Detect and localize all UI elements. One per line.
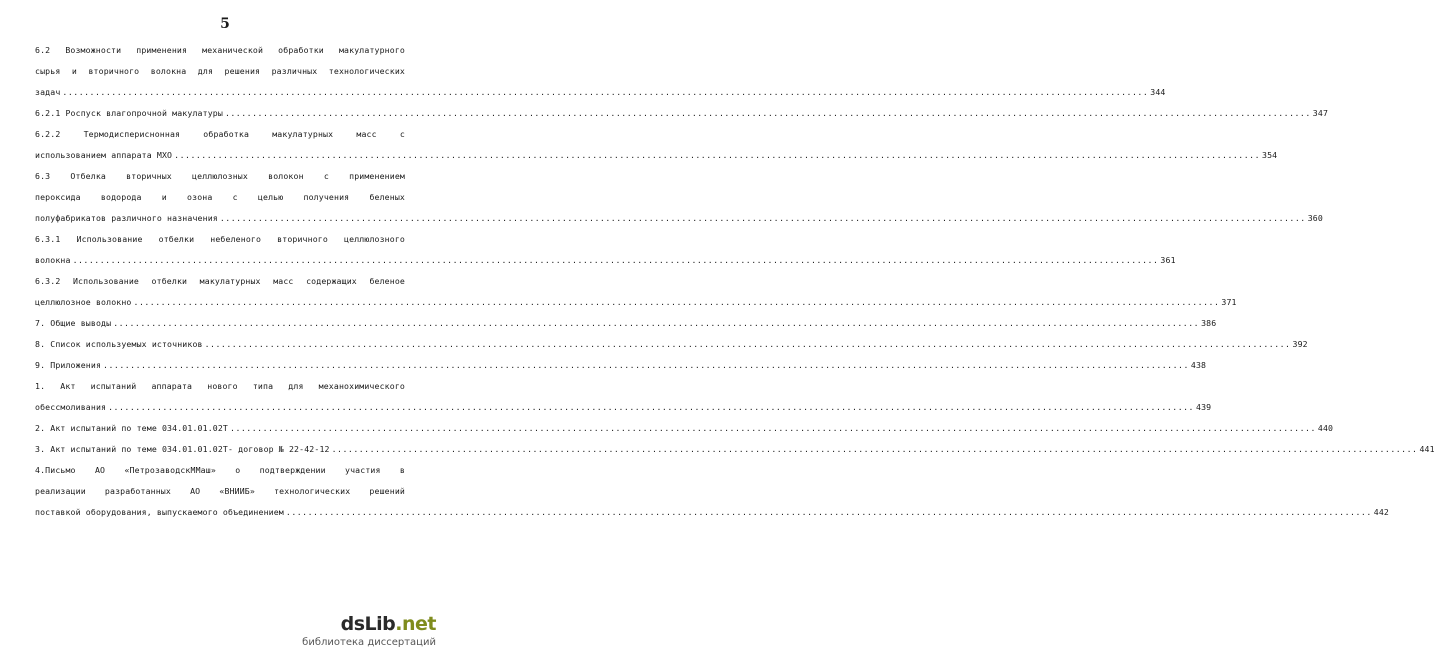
- toc-entry: [35, 40, 1166, 103]
- toc-leader-dots: ........................................................................................................................................................................................................: [224, 108, 1311, 118]
- toc-entry-last-line: [35, 418, 1334, 439]
- toc-entry-last-line: [35, 208, 1323, 229]
- toc-entry: [35, 460, 1389, 523]
- toc-entry-last-line: [35, 250, 1176, 271]
- toc-page-number: 347: [1312, 108, 1329, 118]
- toc-entry-text: использованием аппарата МХО: [35, 150, 173, 160]
- toc-entry-text: 8. Список используемых источников: [35, 339, 203, 349]
- toc-page-number: 361: [1160, 255, 1176, 265]
- toc-entry-last-line: [35, 145, 1278, 166]
- toc-entry-line: 4.Письмо АО «ПетрозаводскММаш» о подтверждении участия в: [35, 465, 405, 475]
- toc-entry-line: пероксида водорода и озона с целью получения беленых: [35, 192, 405, 202]
- toc-page-number: 386: [1201, 318, 1217, 328]
- toc-entry: [35, 166, 1323, 229]
- toc-entry-text: обессмоливания: [35, 402, 107, 412]
- toc-entry: [35, 439, 1435, 460]
- toc-entry-last-line: [35, 334, 1308, 355]
- toc-entry-last-line: [35, 103, 1329, 124]
- toc-entry: [35, 418, 1334, 439]
- toc-entry-last-line: [35, 355, 1207, 376]
- toc-leader-dots: ........................................................................................................................................................................................................: [72, 255, 1159, 265]
- toc-leader-dots: ........................................................................................................................................................................................................: [219, 213, 1306, 223]
- toc-page-number: 354: [1262, 150, 1278, 160]
- toc-page-number: 344: [1150, 87, 1166, 97]
- toc-entry: [35, 334, 1308, 355]
- toc-entry-text: 2. Акт испытаний по теме 034.01.01.02Т: [35, 423, 229, 433]
- toc-entry-last-line: [35, 439, 1435, 460]
- toc-entry-last-line: [35, 292, 1237, 313]
- toc-entry: [35, 103, 1329, 124]
- toc-leader-dots: ........................................................................................................................................................................................................: [331, 444, 1418, 454]
- toc-page-number: 360: [1307, 213, 1323, 223]
- toc-entry-last-line: [35, 82, 1166, 103]
- watermark-logo: [341, 613, 436, 635]
- toc-page-number: 440: [1317, 423, 1334, 433]
- toc-page-number: 392: [1292, 339, 1308, 349]
- toc-entry: [35, 124, 1278, 166]
- watermark-tld: .net: [395, 613, 436, 635]
- toc-page-number: 441: [1419, 444, 1435, 454]
- toc-entry-last-line: [35, 313, 1217, 334]
- toc-entry: [35, 271, 1237, 313]
- toc-page-number: 439: [1195, 402, 1212, 412]
- toc-entry-text: задач: [35, 87, 61, 97]
- toc-entry-text: 9. Приложения: [35, 360, 102, 370]
- toc-entry-text: 7. Общие выводы: [35, 318, 112, 328]
- toc-leader-dots: ........................................................................................................................................................................................................: [108, 402, 1194, 412]
- toc-entry-line: 6.3.1 Использование отбелки небеленого вторичного целлюлозного: [35, 234, 405, 244]
- watermark-brand: dsLib: [340, 613, 396, 635]
- toc-entry-line: сырья и вторичного волокна для решения различных технологических: [35, 66, 405, 76]
- toc-entry-last-line: [35, 397, 1212, 418]
- toc-leader-dots: ........................................................................................................................................................................................................: [113, 318, 1200, 328]
- toc-entry: [35, 229, 1176, 271]
- toc-leader-dots: ........................................................................................................................................................................................................: [230, 423, 1316, 433]
- toc-page-number: 438: [1190, 360, 1207, 370]
- toc-entry-line: 6.2.2 Термодиспериснонная обработка макулатурных масс с: [35, 129, 405, 139]
- toc-page-number: 442: [1373, 507, 1389, 517]
- toc-entry-text: полуфабрикатов различного назначения: [35, 213, 218, 223]
- toc-entry-text: 6.2.1 Роспуск влагопрочной макулатуры: [35, 108, 223, 118]
- toc-entry-line: 1. Акт испытаний аппарата нового типа для механохимического: [35, 381, 405, 391]
- toc-entry-text: поставкой оборудования, выпускаемого объединением: [35, 507, 284, 517]
- toc-entry: [35, 376, 1212, 418]
- toc-page-number: 371: [1221, 297, 1237, 307]
- toc-leader-dots: ........................................................................................................................................................................................................: [133, 297, 1220, 307]
- site-watermark[interactable]: [276, 613, 436, 649]
- toc-entry-line: 6.3 Отбелка вторичных целлюлозных волокон с применением: [35, 171, 405, 181]
- toc-entry-text: волокна: [35, 255, 71, 265]
- page-number: 5: [220, 16, 230, 32]
- table-of-contents: [35, 40, 1435, 523]
- toc-entry-line: реализации разработанных АО «ВНИИБ» технологических решений: [35, 486, 405, 496]
- toc-entry-text: 3. Акт испытаний по теме 034.01.01.02Т- договор № 22-42-12: [35, 444, 330, 454]
- toc-entry-line: 6.3.2 Использование отбелки макулатурных масс содержащих беленое: [35, 276, 405, 286]
- toc-leader-dots: ........................................................................................................................................................................................................: [62, 87, 1149, 97]
- toc-leader-dots: ........................................................................................................................................................................................................: [174, 150, 1261, 160]
- toc-entry-line: 6.2 Возможности применения механической обработки макулатурного: [35, 45, 405, 55]
- toc-entry-last-line: [35, 502, 1389, 523]
- toc-leader-dots: ........................................................................................................................................................................................................: [204, 339, 1291, 349]
- toc-leader-dots: ........................................................................................................................................................................................................: [285, 507, 1372, 517]
- watermark-subtitle: библиотека диссертаций: [302, 637, 436, 648]
- toc-leader-dots: ........................................................................................................................................................................................................: [103, 360, 1189, 370]
- toc-entry-text: целлюлозное волокно: [35, 297, 132, 307]
- toc-entry: [35, 313, 1217, 334]
- toc-entry: [35, 355, 1207, 376]
